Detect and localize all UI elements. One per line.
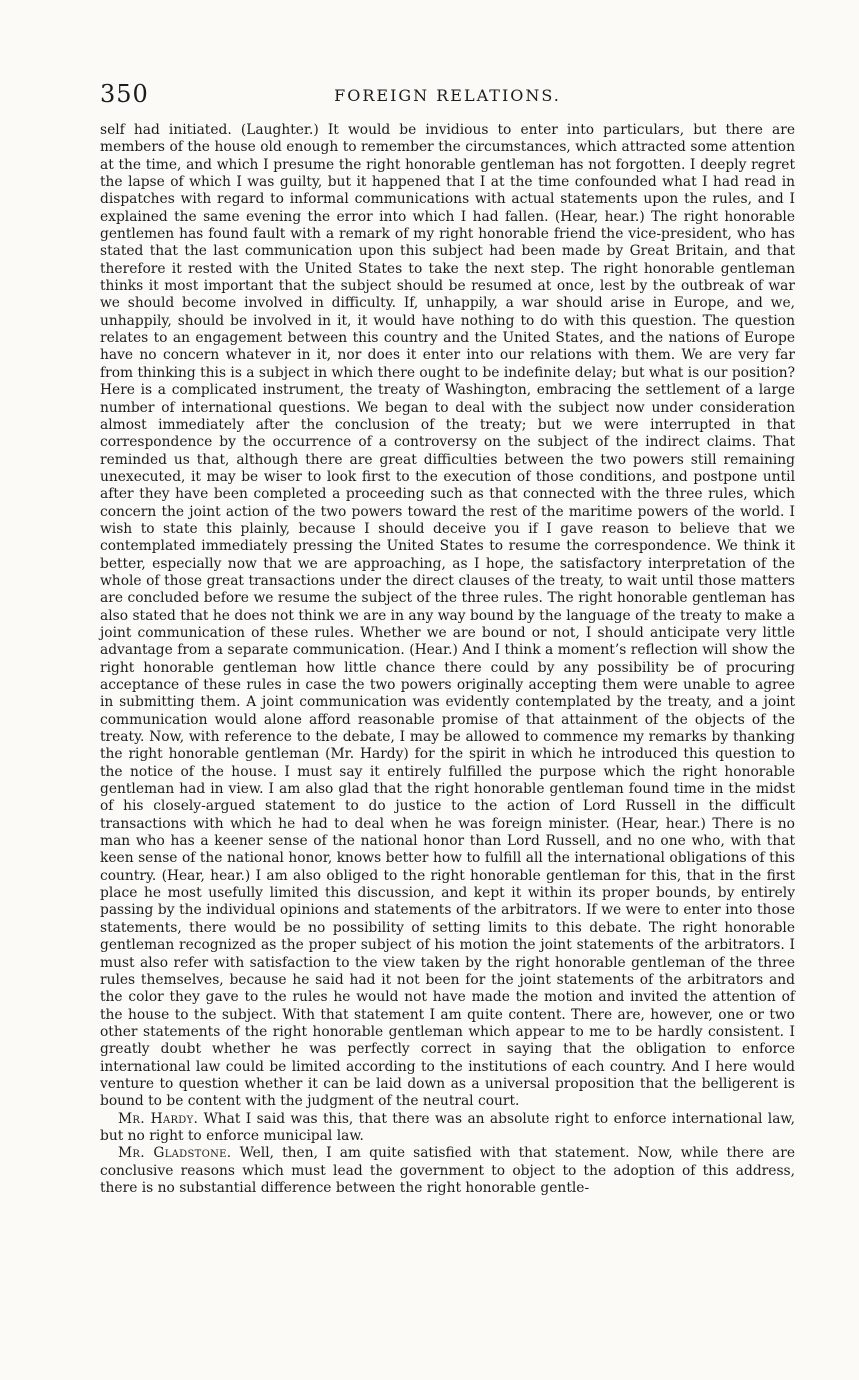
speech-text: What I said was this, that there was an absolute right to enforce international law, but no right to enforce municipal law.	[100, 1110, 795, 1144]
body-text	[100, 122, 795, 1197]
page-number: 350	[100, 80, 149, 108]
speech-text: Well, then, I am quite satisfied with that statement. Now, while there are conclusive reasons which must lead the government to object to the adoption of this address, there is no substantial difference between the right honorable gentle-	[100, 1145, 796, 1196]
running-title: FOREIGN RELATIONS.	[334, 86, 561, 105]
page-header	[100, 80, 795, 110]
speaker-name: Mr. Hardy.	[118, 1110, 199, 1127]
speaker-name: Mr. Gladstone.	[118, 1145, 232, 1162]
paragraph-speech-continuation: self had initiated. (Laughter.) It would be invidious to enter into particulars, but there are members of the house old enough to remember the circumstances, which attracted some attention at the time, and which I presume the right honorable gentleman has not forgotten. I deeply regret the lapse of which I was guilty, but it happened that I at the time confounded what I had read in dispatches with regard to informal communications with actual statements upon the rules, and I explained the same evening the error into which I had fallen. (Hear, hear.) The right honorable gentlemen has found fault with a remark of my right honorable friend the vice-president, who has stated that the last communication upon this subject had been made by Great Britain, and that therefore it rested with the United States to take the next step. The right honorable gentleman thinks it most important that the subject should be resumed at once, lest by the outbreak of war we should become involved in difficulty. If, unhappily, a war should arise in Europe, and we, unhappily, should be involved in it, it would have nothing to do with this question. The question relates to an engagement between this country and the United States, and the nations of Europe have no concern whatever in it, nor does it enter into our relations with them. We are very far from thinking this is a subject in which there ought to be indefinite delay; but what is our position? Here is a complicated instrument, the treaty of Washington, embracing the settlement of a large number of international questions. We began to deal with the subject now under consideration almost immediately after the conclusion of the treaty; but we were interrupted in that correspondence by the occurrence of a controversy on the subject of the indirect claims. That reminded us that, although there are great difficulties between the two powers still remaining unexecuted, it may be wiser to look first to the execution of those conditions, and postpone until after they have been completed a proceeding such as that connected with the three rules, which concern the joint action of the two powers toward the rest of the maritime powers of the world. I wish to state this plainly, because I should deceive you if I gave reason to believe that we contemplated immediately pressing the United States to resume the correspondence. We think it better, especially now that we are approaching, as I hope, the satisfactory interpretation of the whole of those great transactions under the direct clauses of the treaty, to wait until those matters are concluded before we resume the subject of the three rules. The right honorable gentleman has also stated that he does not think we are in any way bound by the language of the treaty to make a joint communication of these rules. Whether we are bound or not, I should anticipate very little advantage from a separate communication. (Hear.) And I think a moment’s reflection will show the right honorable gentleman how little chance there could by any possibility be of procuring acceptance of these rules in case the two powers originally accepting them were unable to agree in submitting them. A joint communication was evidently contemplated by the treaty, and a joint communication would alone afford reasonable promise of that attainment of the objects of the treaty. Now, with reference to the debate, I may be allowed to commence my remarks by thanking the right honorable gentleman (Mr. Hardy) for the spirit in which he introduced this question to the notice of the house. I must say it entirely fulfilled the purpose which the right honorable gentleman had in view. I am also glad that the right honorable gentleman found time in the midst of his closely-argued statement to do justice to the action of Lord Russell in the difficult transactions with which he had to deal when he was foreign minister. (Hear, hear.) There is no man who has a keener sense of the national honor than Lord Russell, and no one who, with that keen sense of the national honor, knows better how to fulfill all the international obligations of this country. (Hear, hear.) I am also obliged to the right honorable gentleman for this, that in the first place he most usefully limited this discussion, and kept it within its proper bounds, by entirely passing by the individual opinions and statements of the arbitrators. If we were to enter into those statements, there would be no possibility of setting limits to this debate. The right honorable gentleman recognized as the proper subject of his motion the joint statements of the arbitrators. I must also refer with satisfaction to the view taken by the right honorable gentleman of the three rules themselves, because he said had it not been for the joint statements of the arbitrators and the color they gave to the rules he would not have made the motion and invited the attention of the house to the subject. With that statement I am quite content. There are, however, one or two other statements of the right honorable gentleman which appear to me to be hardly consistent. I greatly doubt whether he was perfectly correct in saying that the obligation to enforce international law could be limited according to the institutions of each country. And I here would venture to question whether it can be laid down as a universal proposition that the belligerent is bound to be content with the judgment of the neutral court.	[100, 122, 795, 1110]
paragraph-hardy-interjection	[100, 1111, 795, 1146]
paragraph-gladstone-reply	[100, 1145, 795, 1197]
